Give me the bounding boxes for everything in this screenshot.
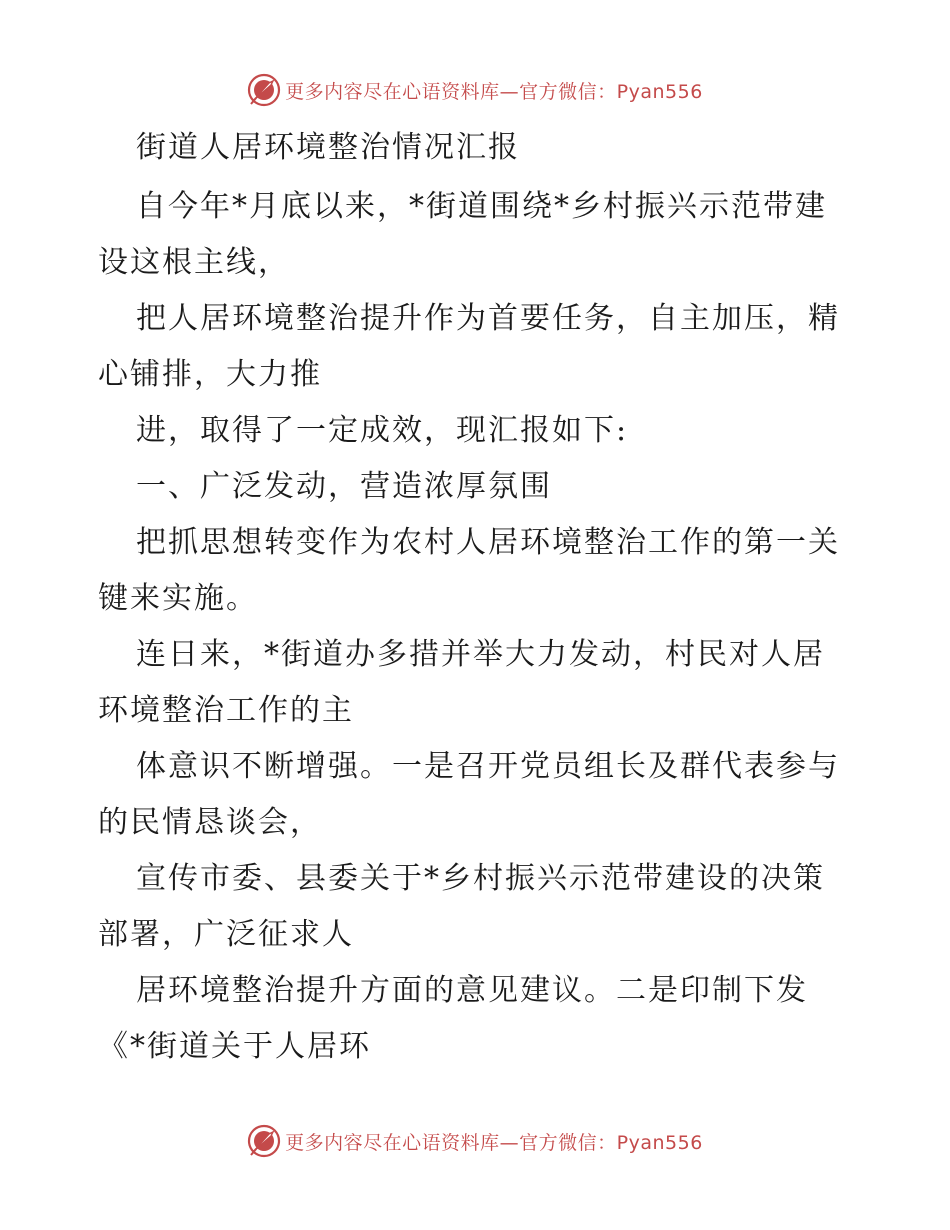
quill-logo-icon: [247, 73, 281, 107]
paragraph: 宣传市委、县委关于*乡村振兴示范带建设的决策部署，广泛征求人: [98, 861, 825, 952]
document-body: [0, 120, 950, 1075]
footer-watermark-banner: [0, 1121, 950, 1161]
paragraph: 进，取得了一定成效，现汇报如下:: [136, 413, 629, 448]
paragraph: 居环境整治提升方面的意见建议。二是印制下发《*街道关于人居环: [98, 973, 808, 1064]
paragraph: 把人居环境整治提升作为首要任务，自主加压，精心铺排，大力推: [98, 301, 840, 392]
paragraph: 自今年*月底以来，*街道围绕*乡村振兴示范带建设这根主线，: [98, 189, 827, 280]
quill-logo-icon: [247, 1124, 281, 1158]
banner-text: 更多内容尽在心语资料库—官方微信：Pyan556: [285, 1131, 703, 1154]
paragraph: 把抓思想转变作为农村人居环境整治工作的第一关键来实施。: [98, 525, 840, 616]
banner-text: 更多内容尽在心语资料库—官方微信：Pyan556: [285, 80, 703, 103]
paragraph: 连日来，*街道办多措并举大力发动，村民对人居环境整治工作的主: [98, 637, 825, 728]
header-watermark-banner: [0, 70, 950, 110]
document-title: 街道人居环境整治情况汇报: [136, 130, 520, 165]
paragraph: 体意识不断增强。一是召开党员组长及群代表参与的民情恳谈会，: [98, 749, 840, 840]
section-heading: 一、广泛发动，营造浓厚氛围: [136, 469, 552, 504]
